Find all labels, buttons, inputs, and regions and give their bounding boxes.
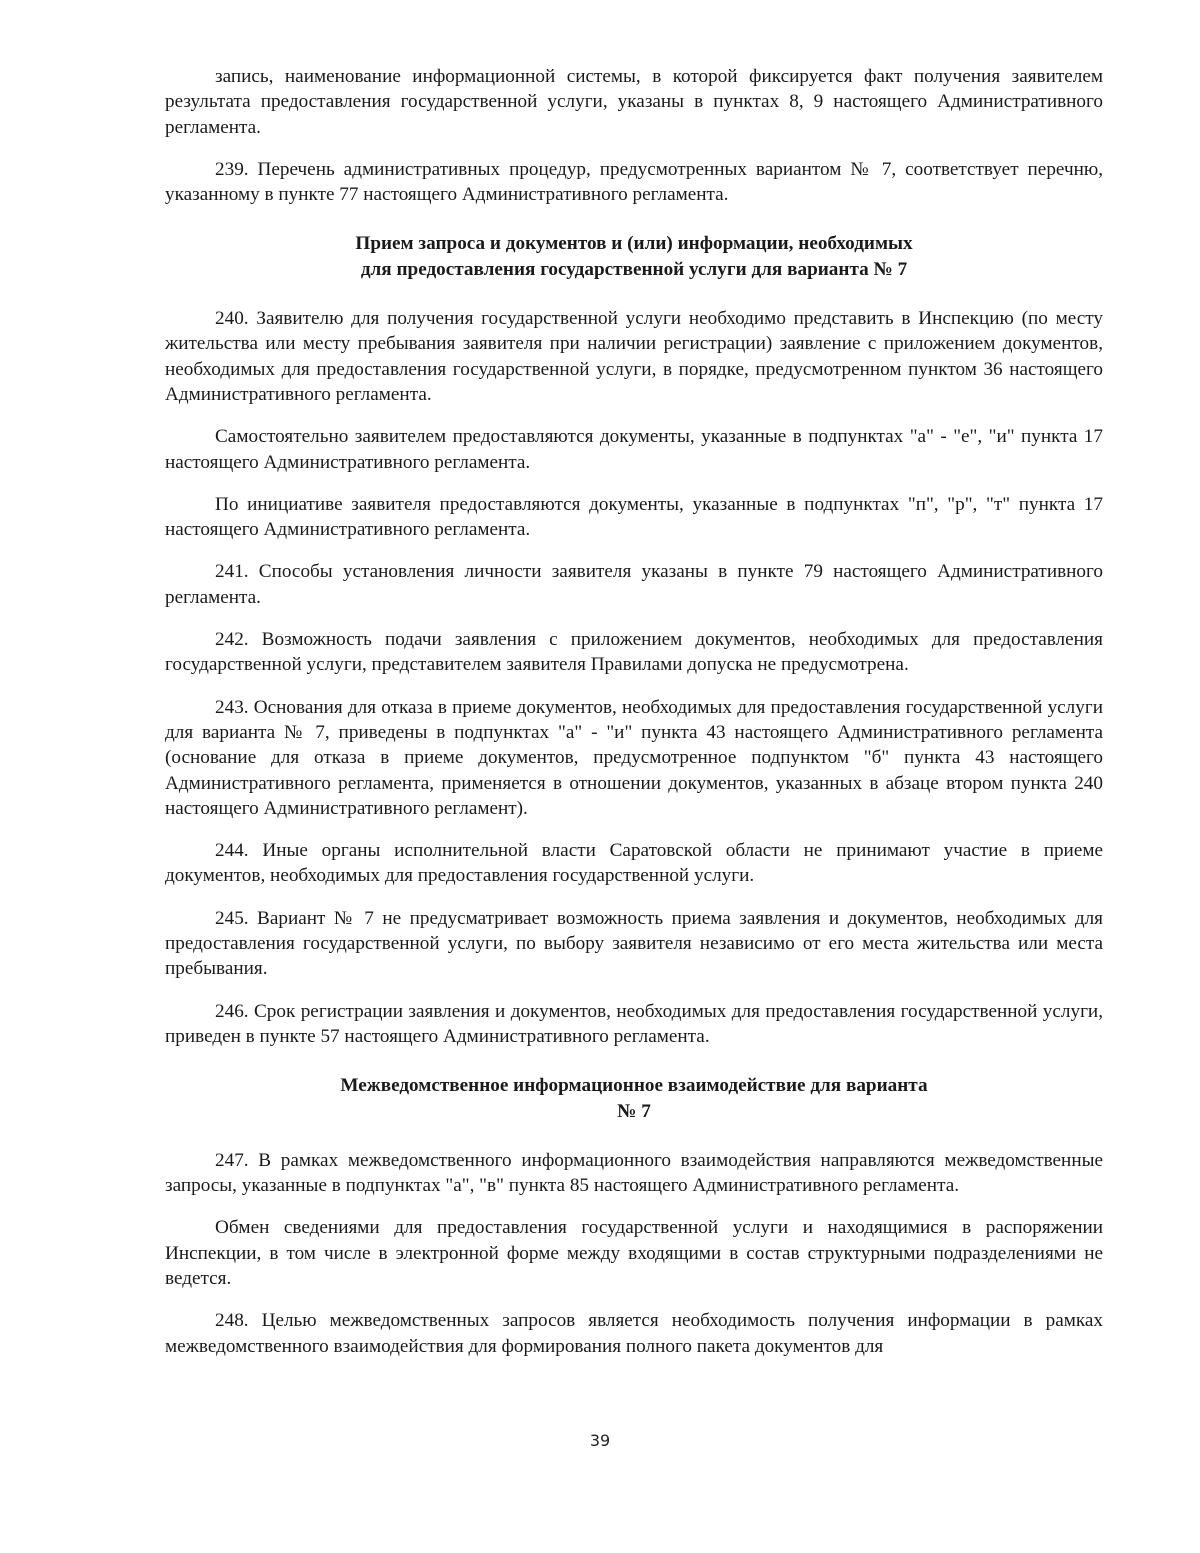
paragraph-240-part-3: По инициативе заявителя предоставляются документы, указанные в подпунктах "п", "р", "т" пункта 17 настоящего Административного регламента. bbox=[165, 493, 1103, 541]
paragraph-241: 241. Способы установления личности заявителя указаны в пункте 79 настоящего Административного регламента. bbox=[165, 561, 1103, 608]
heading-line: Межведомственное информационное взаимодействие для варианта bbox=[340, 1075, 928, 1097]
heading-line: для предоставления государственной услуги для варианта № 7 bbox=[360, 258, 908, 280]
paragraph-continuation: запись, наименование информационной системы, в которой фиксируется факт получения заявителем результата предоставления государственной услуги, указаны в пунктах 8, 9 настоящего Административного регламента. bbox=[165, 66, 1103, 138]
paragraph-246: 246. Срок регистрации заявления и документов, необходимых для предоставления государственной услуги, приведен в пункте 57 настоящего Административного регламента. bbox=[165, 1000, 1103, 1047]
section-heading-interaction bbox=[165, 1073, 1103, 1124]
document-page bbox=[165, 64, 1103, 1376]
paragraph-239: 239. Перечень административных процедур, предусмотренных вариантом № 7, соответствует перечню, указанному в пункте 77 настоящего Административного регламента. bbox=[165, 158, 1103, 206]
paragraph-243: 243. Основания для отказа в приеме документов, необходимых для предоставления государственной услуги для варианта № 7, приведены в подпунктах "а" - "и" пункта 43 настоящего Административного регламента (основание для отказа в приеме документов, предусмотренное подпунктом "б" пункта 43 настоящего Административного регламента, применяется в отношении документов, указанных в абзаце втором пункта 240 настоящего Административного регламент). bbox=[165, 696, 1103, 819]
paragraph-247-part-2: Обмен сведениями для предоставления государственной услуги и находящимися в распоряжении Инспекции, в том числе в электронной форме между входящими в состав структурными подразделениями не ведется. bbox=[165, 1217, 1103, 1289]
paragraph-242: 242. Возможность подачи заявления с приложением документов, необходимых для предоставления государственной услуги, представителем заявителя Правилами допуска не предусмотрена. bbox=[165, 629, 1103, 676]
paragraph-245: 245. Вариант № 7 не предусматривает возможность приема заявления и документов, необходимых для предоставления государственной услуги, по выбору заявителя независимо от его места жительства или места пребывания. bbox=[165, 907, 1103, 980]
paragraph-240: 240. Заявителю для получения государственной услуги необходимо представить в Инспекцию (по месту жительства или месту пребывания заявителя при наличии регистрации) заявление с приложением документов, необходимых для предоставления государственной услуги, в порядке, предусмотренном пунктом 36 настоящего Административного регламента. bbox=[165, 308, 1103, 405]
heading-line: Прием запроса и документов и (или) информации, необходимых bbox=[355, 233, 913, 255]
heading-line: № 7 bbox=[617, 1100, 651, 1122]
paragraph-244: 244. Иные органы исполнительной власти Саратовской области не принимают участие в приеме документов, необходимых для предоставления государственной услуги. bbox=[165, 840, 1103, 887]
section-heading-reception bbox=[165, 231, 1103, 282]
page-number: 39 bbox=[589, 1431, 611, 1450]
paragraph-240-part-2: Самостоятельно заявителем предоставляются документы, указанные в подпунктах "а" - "е", "и" пункта 17 настоящего Административного регламента. bbox=[165, 426, 1103, 473]
paragraph-248: 248. Целью межведомственных запросов является необходимость получения информации в рамках межведомственного взаимодействия для формирования полного пакета документов для bbox=[165, 1310, 1103, 1357]
paragraph-247: 247. В рамках межведомственного информационного взаимодействия направляются межведомственные запросы, указанные в подпунктах "а", "в" пункта 85 настоящего Административного регламента. bbox=[165, 1149, 1103, 1197]
